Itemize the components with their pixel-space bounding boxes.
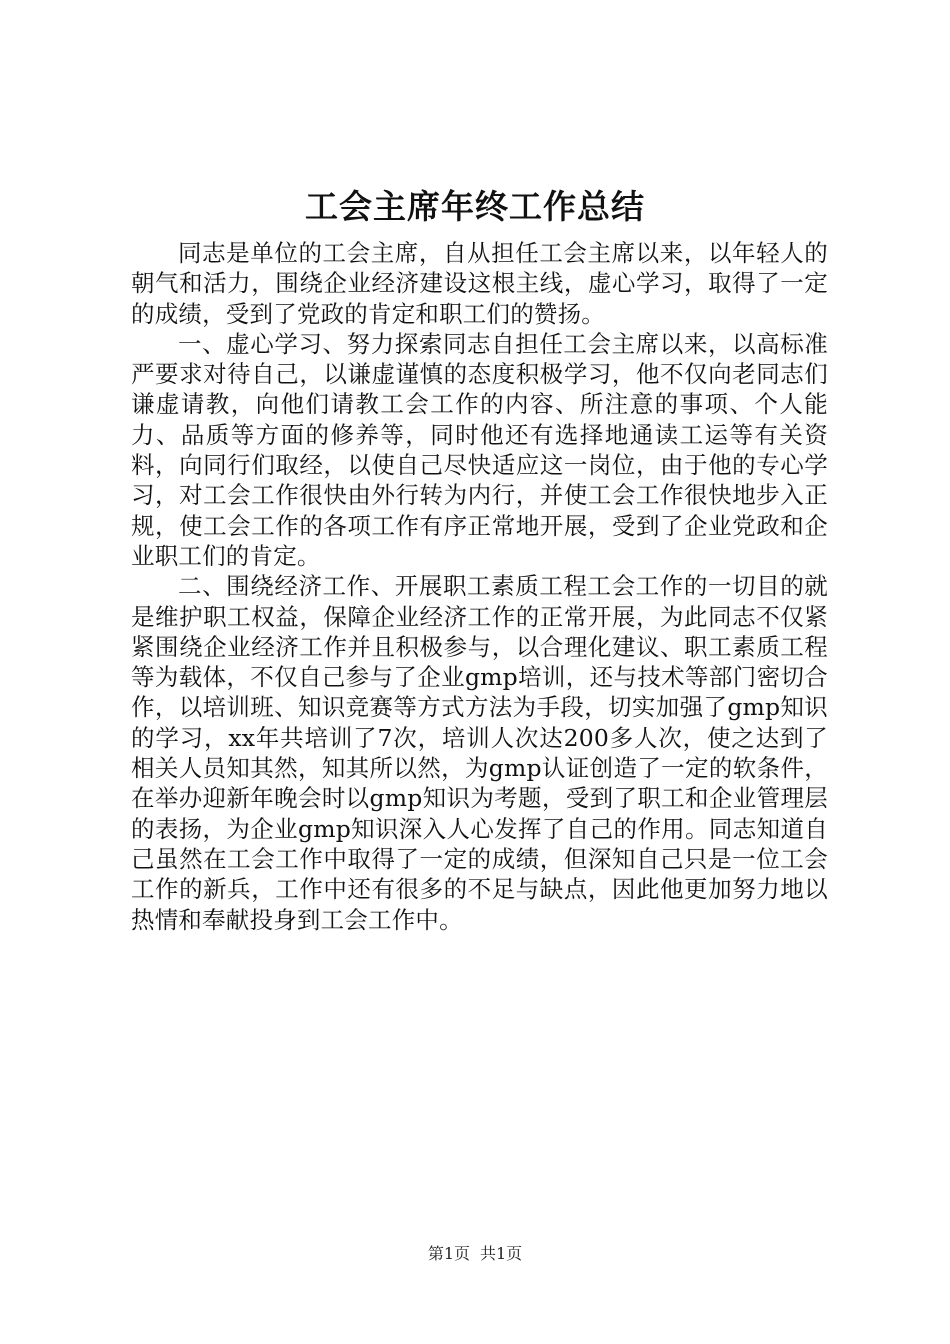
page-number: 第1页 bbox=[427, 1244, 470, 1263]
document-body bbox=[131, 238, 828, 935]
page-footer bbox=[0, 1243, 950, 1265]
page-total: 共1页 bbox=[480, 1244, 523, 1263]
paragraph-section-one: 一、虚心学习、努力探索同志自担任工会主席以来，以高标准严要求对待自己，以谦虚谨慎的态度积极学习，他不仅向老同志们谦虚请教，向他们请教工会工作的内容、所注意的事项、个人能力、品质等方面的修养等，同时他还有选择地通读工运等有关资料，向同行们取经，以使自己尽快适应这一岗位，由于他的专心学习，对工会工作很快由外行转为内行，并使工会工作很快地步入正规，使工会工作的各项工作有序正常地开展，受到了企业党政和企业职工们的肯定。 bbox=[131, 329, 828, 570]
document-title: 工会主席年终工作总结 bbox=[305, 187, 645, 226]
paragraph-intro: 同志是单位的工会主席，自从担任工会主席以来，以年轻人的朝气和活力，围绕企业经济建设这根主线，虚心学习，取得了一定的成绩，受到了党政的肯定和职工们的赞扬。 bbox=[131, 239, 828, 328]
paragraph-section-two: 二、围绕经济工作、开展职工素质工程工会工作的一切目的就是维护职工权益，保障企业经济工作的正常开展，为此同志不仅紧紧围绕企业经济工作并且积极参与，以合理化建议、职工素质工程等为载体，不仅自己参与了企业gmp培训，还与技术等部门密切合作，以培训班、知识竞赛等方式方法为手段，切实加强了gmp知识的学习，xx年共培训了7次，培训人次达200多人次，使之达到了相关人员知其然，知其所以然，为gmp认证创造了一定的软条件，在举办迎新年晚会时以gmp知识为考题，受到了职工和企业管理层的表扬，为企业gmp知识深入人心发挥了自己的作用。同志知道自己虽然在工会工作中取得了一定的成绩，但深知自己只是一位工会工作的新兵，工作中还有很多的不足与缺点，因此他更加努力地以热情和奉献投身到工会工作中。 bbox=[131, 572, 828, 934]
